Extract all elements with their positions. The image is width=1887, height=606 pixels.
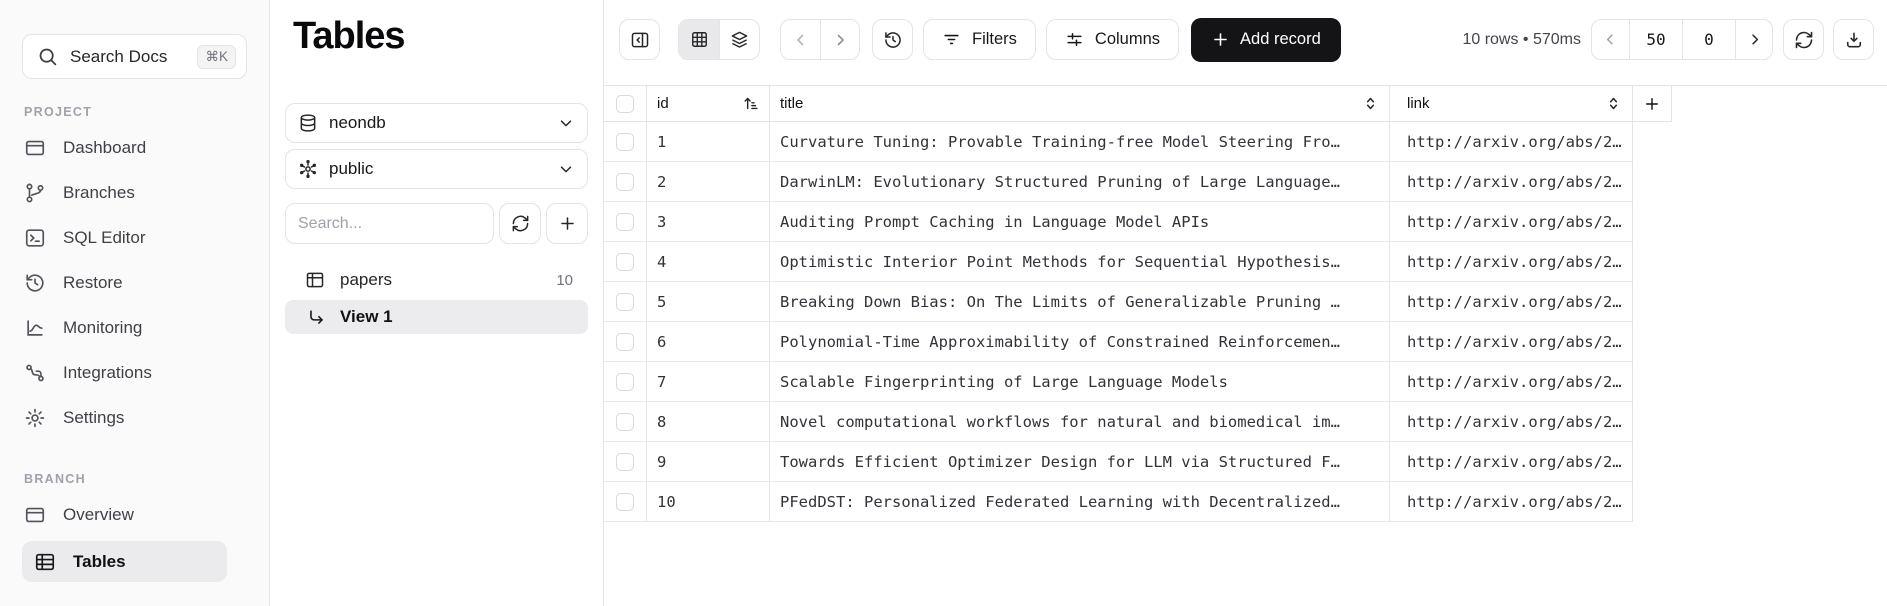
cell-title[interactable]: Scalable Fingerprinting of Large Language Models	[770, 362, 1390, 402]
row-checkbox[interactable]	[616, 493, 634, 511]
sidebar-item-branches[interactable]	[0, 170, 269, 215]
sidebar-item-label: Tables	[73, 551, 126, 571]
table-row[interactable]	[604, 282, 1633, 322]
tree-item-view-1[interactable]	[285, 300, 588, 334]
row-checkbox[interactable]	[616, 333, 634, 351]
sort-ascending-icon[interactable]	[742, 95, 759, 112]
next-page-button[interactable]	[1735, 20, 1772, 59]
grid-toolbar	[604, 0, 1887, 85]
select-all-checkbox[interactable]	[616, 95, 634, 113]
data-grid	[604, 85, 1887, 606]
cell-title[interactable]: DarwinLM: Evolutionary Structured Pruning of Large Language…	[770, 162, 1390, 202]
sidebar-item-settings[interactable]	[0, 395, 269, 440]
filter-lines-icon	[942, 30, 961, 49]
sort-chevrons-icon[interactable]	[1605, 95, 1622, 112]
add-record-button[interactable]	[1191, 18, 1341, 62]
history-button[interactable]	[872, 19, 913, 60]
plus-icon	[1211, 30, 1230, 49]
schema-tree	[270, 264, 603, 334]
main-area	[604, 0, 1887, 606]
table-search	[285, 203, 494, 244]
window-icon	[24, 137, 46, 159]
search-docs-label: Search Docs	[70, 46, 168, 66]
download-icon	[1844, 30, 1864, 50]
chevron-left-icon	[1602, 31, 1619, 48]
schema-icon	[298, 159, 318, 179]
tree-item-papers[interactable]	[270, 264, 603, 296]
refresh-tables-button[interactable]	[499, 203, 541, 244]
search-icon	[37, 46, 58, 67]
cell-link[interactable]: http://arxiv.org/abs/2…	[1390, 482, 1633, 522]
grid-icon	[690, 30, 709, 49]
pagination	[1591, 19, 1773, 60]
grid-body	[604, 122, 1887, 522]
column-label: title	[780, 95, 804, 112]
sidebar-item-overview[interactable]	[0, 492, 269, 537]
cell-link[interactable]: http://arxiv.org/abs/2…	[1390, 282, 1633, 322]
chevron-left-icon	[792, 31, 810, 49]
table-row[interactable]	[604, 162, 1633, 202]
column-header-id[interactable]	[647, 86, 770, 122]
search-docs-button[interactable]	[22, 34, 247, 79]
schema-select[interactable]	[285, 149, 588, 189]
cell-id[interactable]: 3	[647, 202, 770, 242]
sidebar-item-label: Overview	[63, 504, 134, 524]
table-name: papers	[340, 270, 392, 289]
cell-link[interactable]: http://arxiv.org/abs/2…	[1390, 402, 1633, 442]
table-row[interactable]	[604, 242, 1633, 282]
cell-title[interactable]: Towards Efficient Optimizer Design for LLM via Structured F…	[770, 442, 1390, 482]
gear-icon	[24, 407, 46, 429]
undo-redo-group	[780, 19, 860, 60]
project-section-label: PROJECT	[24, 105, 93, 119]
cell-link[interactable]: http://arxiv.org/abs/2…	[1390, 442, 1633, 482]
window-icon	[24, 504, 46, 526]
columns-button[interactable]	[1046, 19, 1179, 60]
cell-title[interactable]: Novel computational workflows for natural and biomedical im…	[770, 402, 1390, 442]
chevron-down-icon	[557, 160, 575, 178]
cell-id[interactable]: 5	[647, 282, 770, 322]
chevron-down-icon	[557, 114, 575, 132]
view-name: View 1	[340, 307, 393, 326]
database-select[interactable]	[285, 103, 588, 143]
grid-header-row	[604, 86, 1672, 122]
corner-down-right-icon	[307, 308, 326, 327]
docs-sidebar	[0, 0, 270, 606]
row-checkbox[interactable]	[616, 373, 634, 391]
layers-icon	[730, 30, 749, 49]
cell-id[interactable]: 1	[647, 122, 770, 162]
table-icon	[305, 270, 325, 290]
page-offset-input[interactable]: 0	[1682, 20, 1735, 59]
columns-label: Columns	[1094, 30, 1161, 48]
filters-button[interactable]	[923, 19, 1036, 60]
table-row[interactable]	[604, 482, 1633, 522]
sidebar-item-sql-editor[interactable]	[0, 215, 269, 260]
refresh-icon	[511, 214, 530, 233]
sidebar-item-integrations[interactable]	[0, 350, 269, 395]
sidebar-item-label: SQL Editor	[63, 227, 146, 247]
schema-name: public	[329, 159, 374, 178]
column-label: id	[657, 95, 669, 112]
page-size-input[interactable]: 50	[1629, 20, 1682, 59]
sidebar-item-label: Integrations	[63, 362, 152, 382]
branch-section-label: BRANCH	[24, 472, 86, 486]
cell-title[interactable]: PFedDST: Personalized Federated Learning with Decentralized…	[770, 482, 1390, 522]
plus-icon	[558, 214, 577, 233]
cell-id[interactable]: 8	[647, 402, 770, 442]
column-header-link[interactable]	[1390, 86, 1633, 122]
download-button[interactable]	[1833, 19, 1874, 60]
shortcut-badge: ⌘K	[197, 45, 236, 69]
row-checkbox[interactable]	[616, 293, 634, 311]
row-checkbox[interactable]	[616, 253, 634, 271]
tables-panel	[270, 0, 604, 606]
sidebar-item-tables[interactable]	[22, 541, 227, 582]
column-label: link	[1407, 95, 1430, 112]
column-header-title[interactable]	[770, 86, 1390, 122]
refresh-grid-button[interactable]	[1783, 19, 1824, 60]
cell-id[interactable]: 6	[647, 322, 770, 362]
cell-id[interactable]: 4	[647, 242, 770, 282]
table-row[interactable]	[604, 122, 1633, 162]
collapse-panel-button[interactable]	[619, 19, 660, 60]
sidebar-item-restore[interactable]	[0, 260, 269, 305]
table-search-input[interactable]	[298, 215, 505, 233]
table-row[interactable]	[604, 362, 1633, 402]
plus-icon	[1643, 95, 1661, 113]
cell-title[interactable]: Curvature Tuning: Provable Training-free Model Steering Fro…	[770, 122, 1390, 162]
history-icon	[883, 30, 903, 50]
row-checkbox[interactable]	[616, 133, 634, 151]
cell-link[interactable]: http://arxiv.org/abs/2…	[1390, 162, 1633, 202]
cell-link[interactable]: http://arxiv.org/abs/2…	[1390, 242, 1633, 282]
database-name: neondb	[329, 113, 386, 132]
git-branch-icon	[24, 182, 46, 204]
history-icon	[24, 272, 46, 294]
row-checkbox[interactable]	[616, 453, 634, 471]
layers-view-toggle[interactable]	[719, 20, 759, 59]
cell-id[interactable]: 2	[647, 162, 770, 202]
add-table-button[interactable]	[546, 203, 588, 244]
table-row[interactable]	[604, 322, 1633, 362]
sidebar-item-label: Monitoring	[63, 317, 143, 337]
cell-title[interactable]: Auditing Prompt Caching in Language Model APIs	[770, 202, 1390, 242]
database-icon	[298, 113, 318, 133]
row-checkbox[interactable]	[616, 213, 634, 231]
row-count-badge: 10	[556, 271, 573, 289]
sidebar-item-dashboard[interactable]	[0, 125, 269, 170]
cell-link[interactable]: http://arxiv.org/abs/2…	[1390, 362, 1633, 402]
sidebar-item-label: Branches	[63, 182, 135, 202]
row-checkbox[interactable]	[616, 413, 634, 431]
sidebar-item-label: Settings	[63, 407, 125, 427]
terminal-square-icon	[24, 227, 46, 249]
panel-left-close-icon	[630, 30, 650, 50]
line-chart-icon	[24, 317, 46, 339]
integrations-icon	[24, 362, 46, 384]
cell-link[interactable]: http://arxiv.org/abs/2…	[1390, 322, 1633, 362]
cell-title[interactable]: Breaking Down Bias: On The Limits of Generalizable Pruning …	[770, 282, 1390, 322]
page-title: Tables	[293, 15, 405, 57]
query-status: 10 rows • 570ms	[1462, 30, 1581, 48]
cell-link[interactable]: http://arxiv.org/abs/2…	[1390, 202, 1633, 242]
forward-button[interactable]	[820, 20, 859, 59]
cell-id[interactable]: 7	[647, 362, 770, 402]
sidebar-item-label: Restore	[63, 272, 123, 292]
chevron-right-icon	[1746, 31, 1763, 48]
table-icon	[34, 551, 56, 573]
filters-label: Filters	[972, 30, 1017, 48]
sidebar-item-monitoring[interactable]	[0, 305, 269, 350]
sliders-icon	[1065, 30, 1084, 49]
refresh-icon	[1794, 30, 1814, 50]
cell-link[interactable]: http://arxiv.org/abs/2…	[1390, 122, 1633, 162]
prev-page-button[interactable]	[1592, 20, 1629, 59]
grid-view-toggle[interactable]	[679, 20, 719, 59]
cell-id[interactable]: 10	[647, 482, 770, 522]
table-row[interactable]	[604, 442, 1633, 482]
view-mode-switch	[678, 19, 760, 60]
chevron-right-icon	[831, 31, 849, 49]
add-column-button[interactable]	[1633, 86, 1672, 122]
cell-title[interactable]: Optimistic Interior Point Methods for Sequential Hypothesis…	[770, 242, 1390, 282]
add-record-label: Add record	[1240, 30, 1321, 48]
sidebar-item-label: Dashboard	[63, 137, 147, 157]
cell-title[interactable]: Polynomial-Time Approximability of Constrained Reinforcemen…	[770, 322, 1390, 362]
row-checkbox[interactable]	[616, 173, 634, 191]
cell-id[interactable]: 9	[647, 442, 770, 482]
table-row[interactable]	[604, 402, 1633, 442]
sort-chevrons-icon[interactable]	[1362, 95, 1379, 112]
back-button[interactable]	[781, 20, 820, 59]
table-row[interactable]	[604, 202, 1633, 242]
